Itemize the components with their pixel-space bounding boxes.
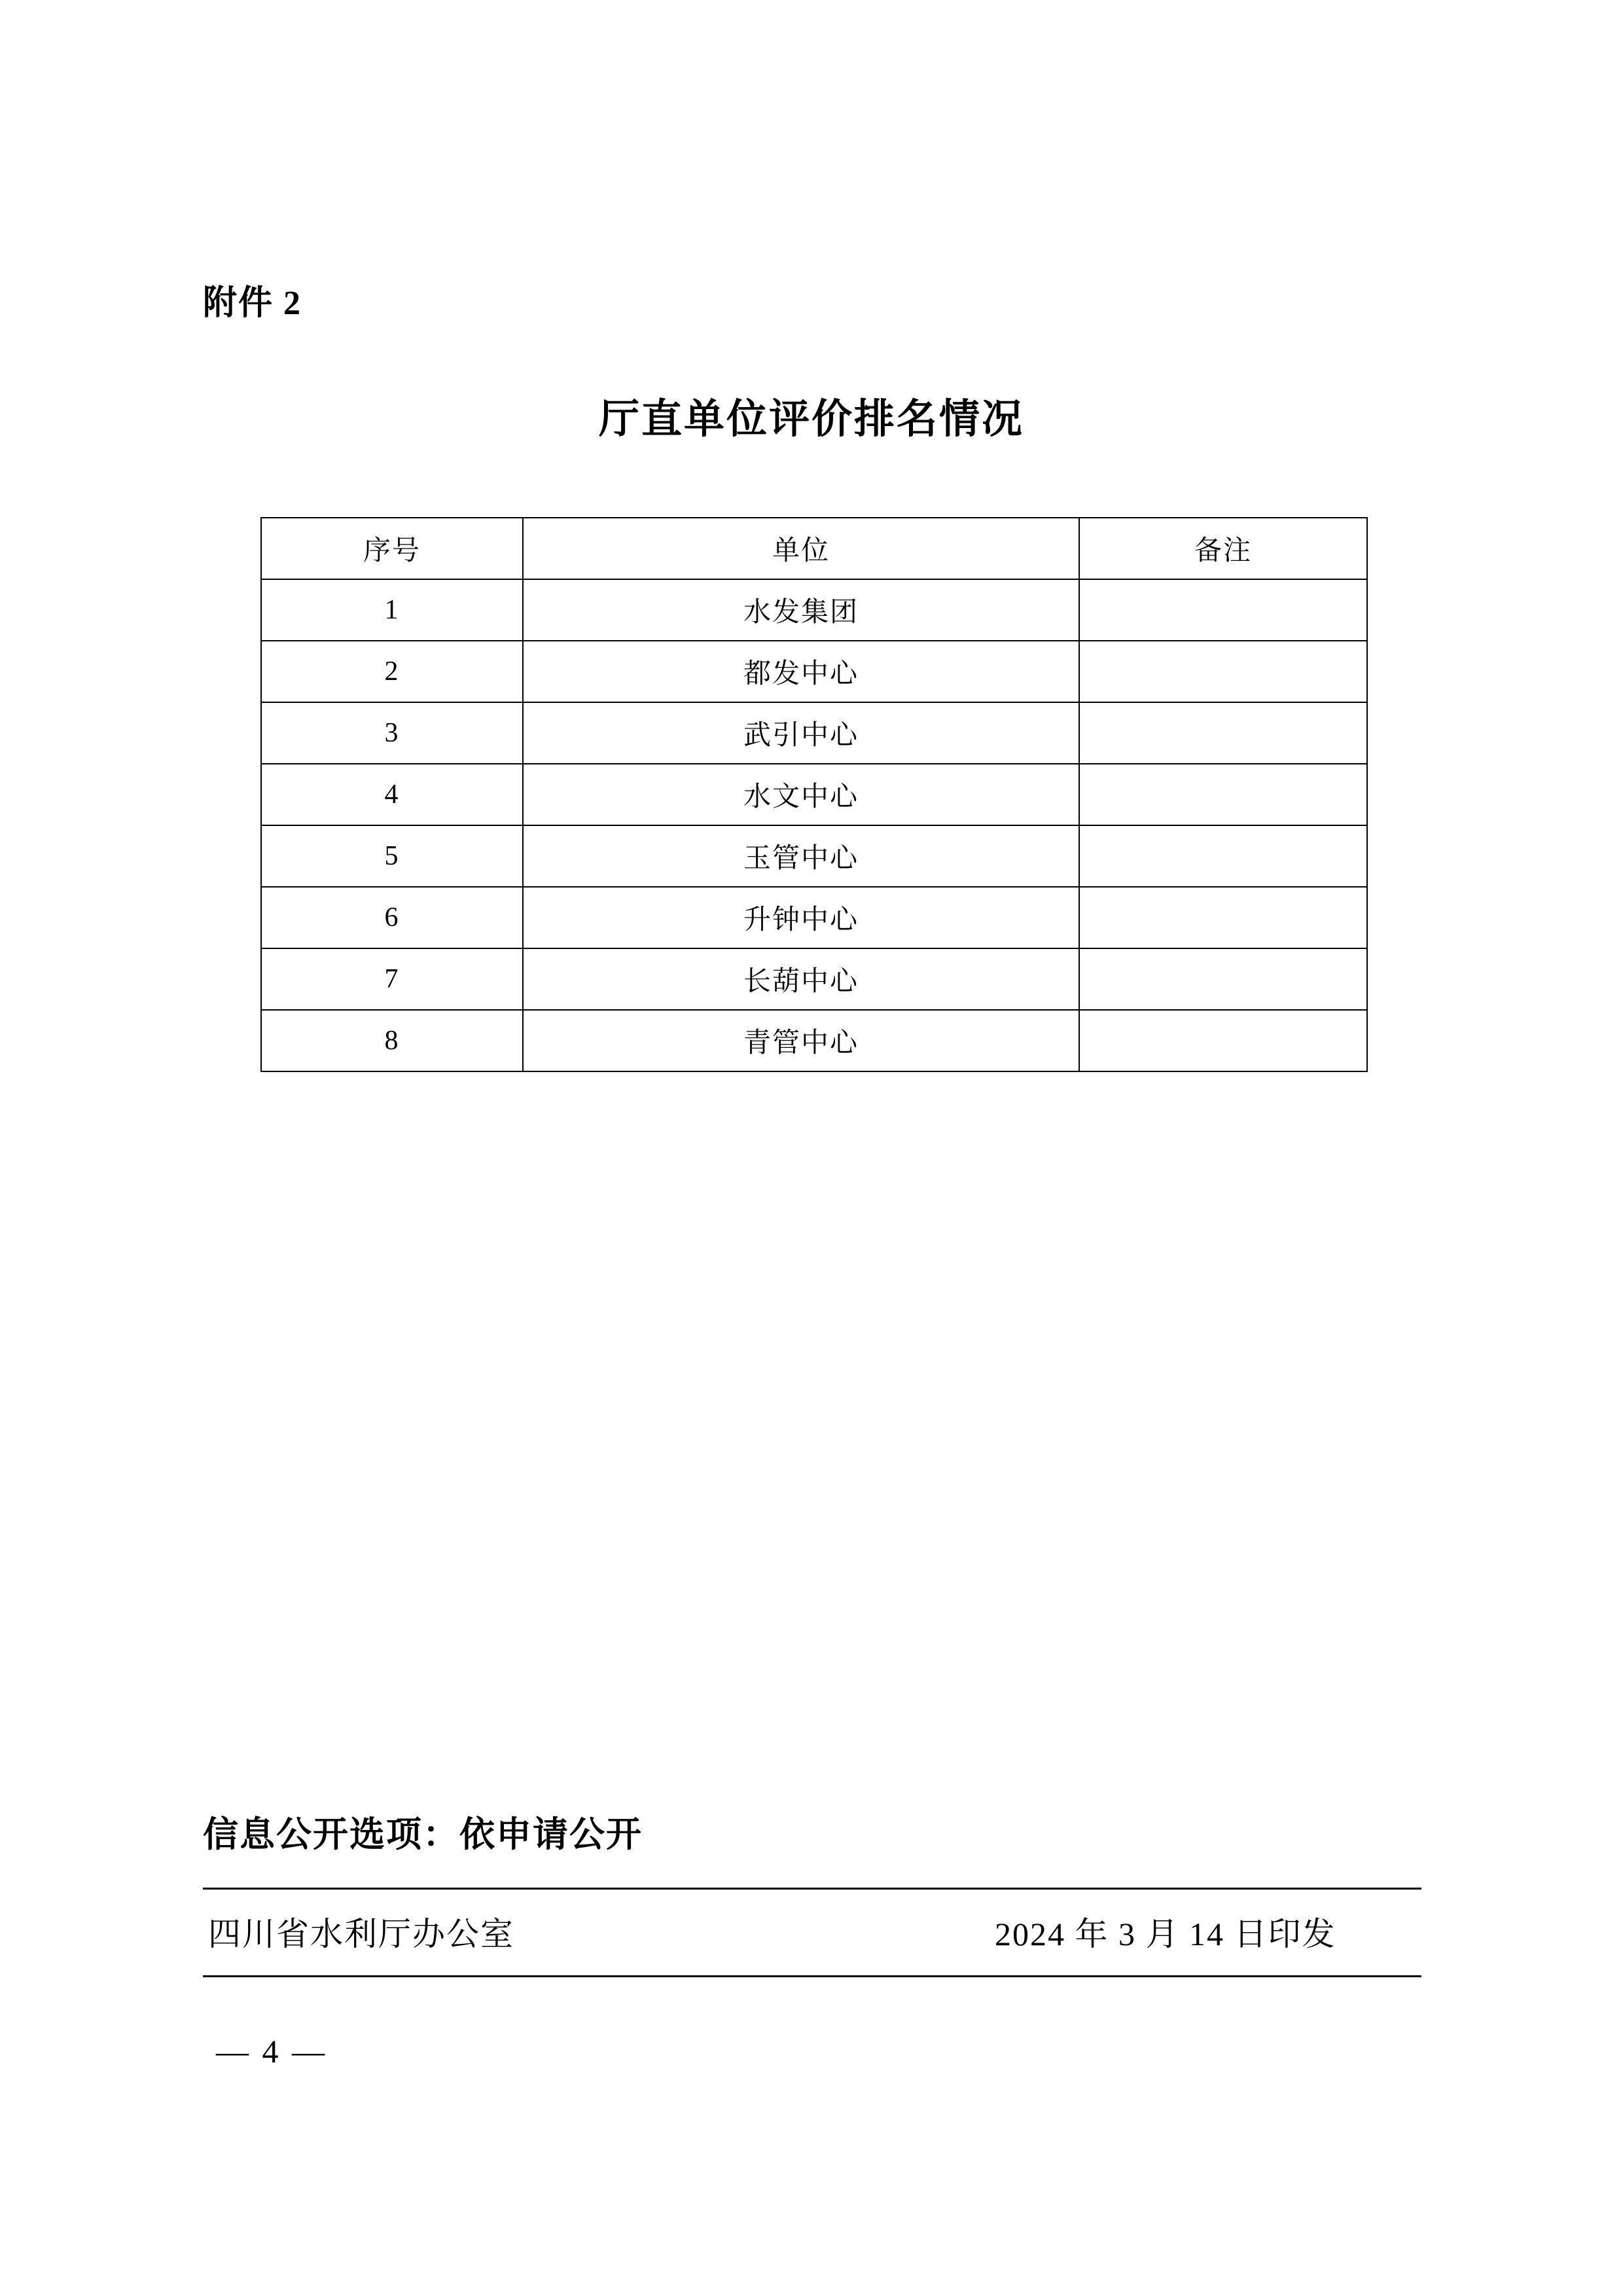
cell-no: 2	[261, 641, 523, 702]
cell-no: 6	[261, 887, 523, 948]
table-row	[261, 887, 1367, 948]
table-row	[261, 641, 1367, 702]
table-row	[261, 825, 1367, 887]
column-header-no: 序号	[261, 518, 523, 579]
attachment-label: 附件 2	[203, 285, 302, 322]
footer-issuer: 四川省水利厅办公室	[208, 1916, 514, 1952]
cell-no: 3	[261, 702, 523, 764]
cell-note	[1079, 579, 1367, 641]
cell-unit: 都发中心	[523, 641, 1079, 702]
cell-unit: 武引中心	[523, 702, 1079, 764]
column-header-unit: 单位	[523, 518, 1079, 579]
page-title: 厅直单位评价排名情况	[598, 397, 1024, 442]
cell-note	[1079, 887, 1367, 948]
cell-unit: 玉管中心	[523, 825, 1079, 887]
table-row	[261, 1010, 1367, 1071]
footer-issue-date: 2024 年 3 月 14 日印发	[995, 1916, 1336, 1952]
cell-unit: 长葫中心	[523, 948, 1079, 1010]
cell-note	[1079, 1010, 1367, 1071]
footer-divider-top	[203, 1888, 1421, 1890]
cell-note	[1079, 764, 1367, 825]
table-row	[261, 702, 1367, 764]
column-header-note: 备注	[1079, 518, 1367, 579]
table-header-row	[261, 518, 1367, 579]
table-row	[261, 948, 1367, 1010]
cell-note	[1079, 641, 1367, 702]
cell-no: 7	[261, 948, 523, 1010]
cell-unit: 青管中心	[523, 1010, 1079, 1071]
cell-no: 1	[261, 579, 523, 641]
cell-note	[1079, 702, 1367, 764]
cell-unit: 水文中心	[523, 764, 1079, 825]
cell-unit: 水发集团	[523, 579, 1079, 641]
table-row	[261, 764, 1367, 825]
ranking-table	[260, 517, 1368, 1072]
table-row	[261, 579, 1367, 641]
cell-note	[1079, 948, 1367, 1010]
cell-unit: 升钟中心	[523, 887, 1079, 948]
cell-note	[1079, 825, 1367, 887]
disclosure-option: 信息公开选项：依申请公开	[203, 1815, 643, 1854]
cell-no: 4	[261, 764, 523, 825]
cell-no: 5	[261, 825, 523, 887]
footer-divider-bottom	[203, 1975, 1421, 1977]
cell-no: 8	[261, 1010, 523, 1071]
page-number: — 4 —	[216, 2033, 327, 2070]
